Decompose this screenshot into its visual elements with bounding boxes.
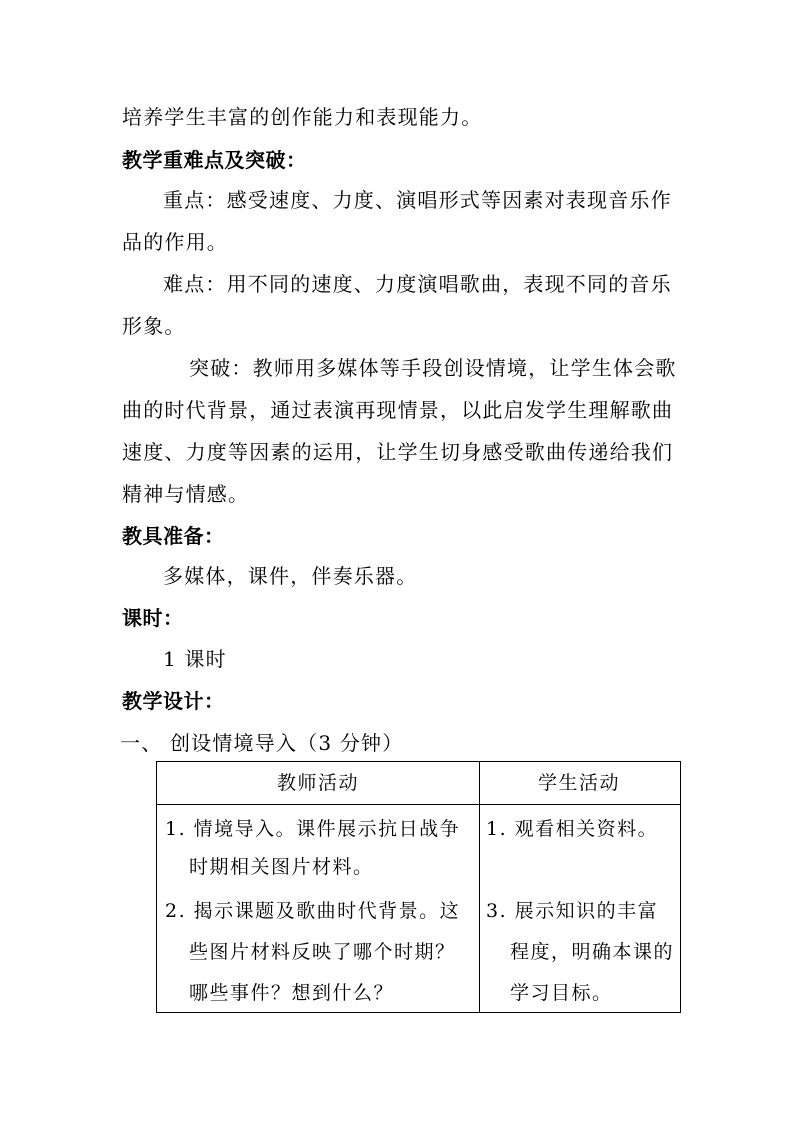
- paragraph-line: 精神与情感。: [122, 482, 250, 506]
- paragraph-line: 形象。: [122, 314, 186, 338]
- table-cell-line: 哪些事件？想到什么？: [189, 982, 395, 1004]
- paragraph-line: 速度、力度等因素的运用，让学生切身感受歌曲传递给我们: [122, 440, 674, 464]
- paragraph-line: 1 课时: [163, 647, 227, 671]
- heading-tools: 教具准备：: [122, 524, 225, 548]
- heading-hours: 课时：: [122, 606, 184, 630]
- paragraph-line: 重点：感受速度、力度、演唱形式等因素对表现音乐作: [163, 188, 672, 212]
- table-cell-line: 2. 揭示课题及歌曲时代背景。这: [165, 900, 461, 922]
- table-cell-line: 程度，明确本课的: [510, 941, 675, 963]
- table-header-divider: [157, 804, 680, 805]
- paragraph-line: 培养学生丰富的创作能力和表现能力。: [122, 105, 483, 129]
- paragraph-line: 曲的时代背景，通过表演再现情景，以此启发学生理解歌曲: [122, 398, 674, 422]
- table-cell-line: 3. 展示知识的丰富: [486, 900, 659, 922]
- table-column-divider: [479, 762, 480, 1012]
- heading-design: 教学设计：: [122, 689, 225, 713]
- activity-table: [156, 761, 681, 1013]
- paragraph-line: 突破：教师用多媒体等手段创设情境，让学生体会歌: [189, 356, 677, 380]
- paragraph-line: 难点：用不同的速度、力度演唱歌曲，表现不同的音乐: [163, 272, 672, 296]
- heading-key-points: 教学重难点及突破：: [122, 148, 307, 172]
- table-header-student: 学生活动: [538, 772, 621, 794]
- paragraph-line: 多媒体，课件，伴奏乐器。: [163, 564, 418, 588]
- table-cell-line: 时期相关图片材料。: [189, 856, 374, 878]
- table-header-teacher: 教师活动: [277, 772, 360, 794]
- table-cell-line: 1. 观看相关资料。: [486, 818, 659, 840]
- paragraph-line: 品的作用。: [122, 230, 228, 254]
- table-cell-line: 1. 情境导入。课件展示抗日战争: [165, 818, 461, 840]
- table-cell-line: 学习目标。: [510, 982, 613, 1004]
- section-heading: 一、 创设情境导入（3 分钟）: [120, 731, 404, 755]
- table-cell-line: 些图片材料反映了哪个时期？: [189, 941, 456, 963]
